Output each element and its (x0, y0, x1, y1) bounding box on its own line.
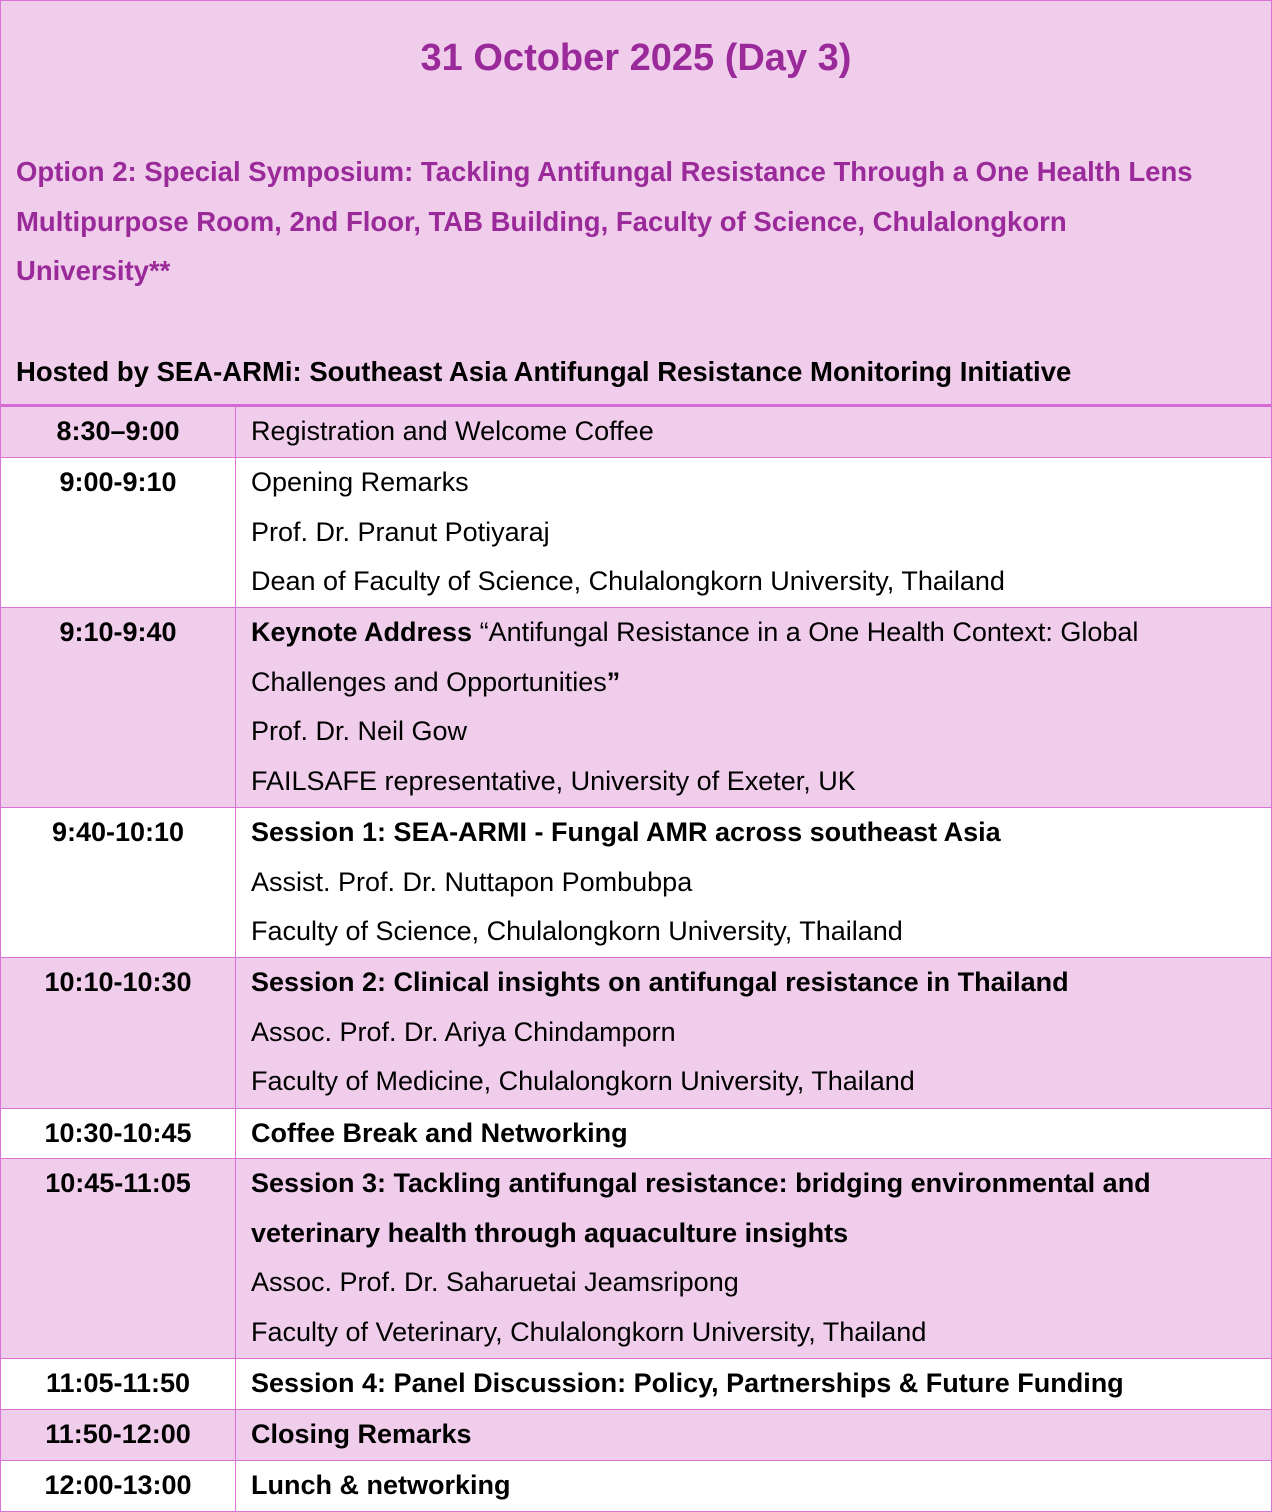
time-cell: 9:40-10:10 (1, 808, 236, 957)
time-cell: 11:50-12:00 (1, 1410, 236, 1460)
session-title: Coffee Break and Networking (251, 1118, 628, 1148)
time-cell: 8:30–9:00 (1, 407, 236, 457)
session-title: Session 3: Tackling antifungal resistance: bridging environmental and (251, 1168, 1151, 1198)
schedule-row (1, 808, 1271, 958)
speaker-name: Prof. Dr. Pranut Potiyaraj (251, 516, 550, 547)
details-cell (236, 958, 1271, 1108)
closing-quote: ” (606, 666, 621, 697)
symposium-subtitle (16, 147, 1261, 296)
time-cell: 10:45-11:05 (1, 1159, 236, 1358)
schedule-row (1, 1410, 1271, 1461)
day-title: 31 October 2025 (Day 3) (420, 37, 852, 79)
keynote-title-part: Challenges and Opportunities (251, 666, 607, 697)
speaker-affiliation: Dean of Faculty of Science, Chulalongkorn University, Thailand (251, 566, 1005, 597)
subtitle-line: Multipurpose Room, 2nd Floor, TAB Building, Faculty of Science, Chulalongkorn (16, 205, 1067, 237)
details-cell (236, 458, 1271, 607)
schedule-row (1, 1109, 1271, 1159)
schedule-row (1, 1159, 1271, 1359)
time-cell: 9:10-9:40 (1, 608, 236, 807)
session-title: Registration and Welcome Coffee (251, 416, 654, 446)
time-cell: 10:10-10:30 (1, 958, 236, 1108)
speaker-affiliation: Faculty of Medicine, Chulalongkorn University, Thailand (251, 1066, 915, 1097)
schedule-row (1, 407, 1271, 458)
session-title-continued: veterinary health through aquaculture insights (251, 1217, 849, 1248)
speaker-affiliation: Faculty of Science, Chulalongkorn University, Thailand (251, 916, 903, 947)
schedule-row (1, 608, 1271, 808)
details-cell (236, 1159, 1271, 1358)
session-title: Closing Remarks (251, 1419, 472, 1449)
speaker-name: Assoc. Prof. Dr. Saharuetai Jeamsripong (251, 1267, 739, 1298)
time-cell: 10:30-10:45 (1, 1109, 236, 1158)
session-title: Session 2: Clinical insights on antifungal resistance in Thailand (251, 967, 1069, 997)
session-title-continued (251, 658, 1271, 708)
schedule-row (1, 1359, 1271, 1410)
details-cell (236, 407, 1271, 457)
time-cell: 12:00-13:00 (1, 1461, 236, 1511)
speaker-name: Assist. Prof. Dr. Nuttapon Pombubpa (251, 866, 693, 897)
speaker-affiliation: Faculty of Veterinary, Chulalongkorn University, Thailand (251, 1317, 927, 1348)
schedule-row (1, 458, 1271, 608)
speaker-name: Prof. Dr. Neil Gow (251, 716, 468, 747)
schedule-row (1, 958, 1271, 1109)
keynote-label: Keynote Address (251, 617, 473, 647)
session-title: Session 4: Panel Discussion: Policy, Partnerships & Future Funding (251, 1368, 1124, 1398)
agenda-header (1, 1, 1271, 407)
schedule-table (1, 407, 1271, 1511)
hosted-by: Hosted by SEA-ARMi: Southeast Asia Antifungal Resistance Monitoring Initiative (16, 356, 1072, 387)
subtitle-line: Option 2: Special Symposium: Tackling Antifungal Resistance Through a One Health Lens (16, 156, 1193, 187)
session-title: Opening Remarks (251, 467, 469, 497)
speaker-affiliation: FAILSAFE representative, University of Exeter, UK (251, 766, 856, 797)
time-cell: 11:05-11:50 (1, 1359, 236, 1409)
subtitle-line: University** (16, 255, 171, 287)
schedule-row (1, 1461, 1271, 1511)
speaker-name: Assoc. Prof. Dr. Ariya Chindamporn (251, 1016, 676, 1047)
session-title: Session 1: SEA-ARMI - Fungal AMR across southeast Asia (251, 817, 1001, 847)
session-title: Lunch & networking (251, 1470, 511, 1500)
time-cell: 9:00-9:10 (1, 458, 236, 607)
details-cell (236, 1359, 1271, 1409)
details-cell (236, 1461, 1271, 1511)
session-title (251, 608, 1271, 658)
details-cell (236, 1410, 1271, 1460)
details-cell (236, 608, 1271, 807)
details-cell (236, 1109, 1271, 1158)
keynote-title-part: “Antifungal Resistance in a One Health Context: Global (472, 617, 1139, 647)
details-cell (236, 808, 1271, 957)
